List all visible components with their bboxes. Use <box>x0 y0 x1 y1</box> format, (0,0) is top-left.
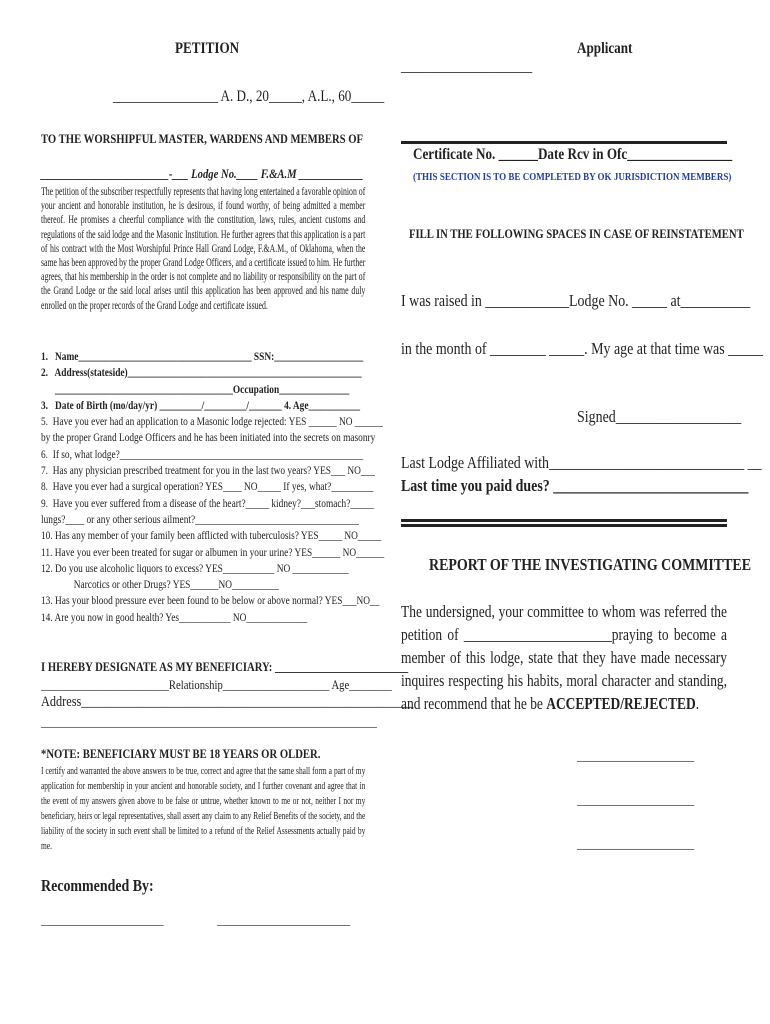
question-5[interactable]: 5. Have you ever had an application to a Masonic lodge rejected: YES ______ NO ______ <box>41 414 383 429</box>
month-line[interactable]: in the month of ________ _____. My age at that time was _____ <box>401 339 764 358</box>
committee-signature-2[interactable]: ______________________ <box>577 792 695 807</box>
applicant-signature-line[interactable]: ____________________ <box>401 58 533 75</box>
question-6[interactable]: 6. If so, what lodge?____________________________________________________ <box>41 446 364 461</box>
report-text: The undersigned, your committee to whom was referred the petition of ______________________praying to become a member of this lodge, state that they have made necessary inquires respecting his habits, moral character and standing, and recommend that he be ACCEPTED/REJECTED. <box>401 602 727 713</box>
question-9[interactable]: 9. Have you ever suffered from a disease of the heart?_____ kidney?___stomach?_____ <box>41 495 374 510</box>
salutation: TO THE WORSHIPFUL MASTER, WARDENS AND MEMBERS OF <box>41 131 364 146</box>
question-12-narcotics[interactable]: Narcotics or other Drugs? YES______NO__________ <box>41 577 279 592</box>
committee-signature-3[interactable]: ______________________ <box>577 836 695 851</box>
question-12[interactable]: 12. Do you use alcoholic liquors to excess? YES___________ NO ____________ <box>41 560 349 575</box>
date-line: ________________ A. D., 20_____, A.L., 60_____ <box>113 88 385 105</box>
reinstatement-heading: FILL IN THE FOLLOWING SPACES IN CASE OF REINSTATEMENT <box>409 226 744 241</box>
certification-text: I certify and warranted the above answers to be true, correct and agree that the same shall form a part of my application for membership in your ancient and honorable society, and I further covenant and agree that in the event of my answers given above to be false or untrue, whether known to me or not, neither I nor my beneficiary, heirs or legal representatives, shall assert any claim to any Relief Benefits of the society, and the liability of the society in such event shall be limited to a refund of the Relief Assessments actually paid by me. <box>41 765 366 852</box>
certificate-line[interactable]: Certificate No. ______Date Rcv in Ofc________________ <box>413 146 733 163</box>
question-5-cont: by the proper Grand Lodge Officers and he has been initiated into the secrets on masonry <box>41 430 376 445</box>
question-14[interactable]: 14. Are you now in good health? Yes___________ NO_____________ <box>41 609 308 624</box>
divider <box>401 524 727 527</box>
recommender-signature-1[interactable]: _______________________ <box>41 912 164 927</box>
question-7[interactable]: 7. Has any physician prescribed treatment for you in the last two years? YES___ NO___ <box>41 463 375 478</box>
report-body: The undersigned, your committee to whom was referred the petition of ______________________praying to become a member of this lodge, state that they have made necessary inquires respecting his habits, moral character and standing, and recommend that he be <box>401 602 727 713</box>
divider <box>401 141 727 144</box>
question-13[interactable]: 13. Has your blood pressure ever been found to be below or above normal? YES___NO__ <box>41 593 380 608</box>
question-10[interactable]: 10. Has any member of your family been afflicted with tuberculosis? YES_____ NO_____ <box>41 528 382 543</box>
last-lodge-line[interactable]: Last Lodge Affiliated with____________________________ __ <box>401 453 762 472</box>
beneficiary-note: *NOTE: BENEFICIARY MUST BE 18 YEARS OR OLDER. <box>41 746 321 761</box>
question-occupation[interactable]: ______________________________________Occupation_______________ <box>41 381 350 396</box>
recommender-signature-2[interactable]: _________________________ <box>217 912 351 927</box>
question-9-cont[interactable]: lungs?____ or any other serious ailment?___________________________________ <box>41 511 359 526</box>
address-line-2[interactable]: _______________________________________________________________ <box>41 714 377 729</box>
petition-title: PETITION <box>175 40 240 57</box>
divider <box>401 519 727 522</box>
question-8[interactable]: 8. Have you ever had a surgical operation? YES____ NO_____ If yes, what?_________ <box>41 479 374 494</box>
jurisdiction-note: (THIS SECTION IS TO BE COMPLETED BY OK JURISDICTION MEMBERS) <box>413 171 732 183</box>
beneficiary-line[interactable]: I HEREBY DESIGNATE AS MY BENEFICIARY: _________________________ <box>41 659 409 674</box>
report-heading: REPORT OF THE INVESTIGATING COMMITTEE <box>429 555 752 574</box>
raised-line[interactable]: I was raised in ____________Lodge No. _____ at__________ <box>401 291 751 310</box>
question-name[interactable]: 1. Name_____________________________________ SSN:___________________ <box>41 349 364 363</box>
address-line[interactable]: Address______________________________________________________ <box>41 694 414 710</box>
question-dob[interactable]: 3. Date of Birth (mo/day/yr) _________/_________/_______ 4. Age___________ <box>41 397 361 412</box>
question-address[interactable]: 2. Address(stateside)__________________________________________________ <box>41 365 362 380</box>
question-11[interactable]: 11. Have you ever been treated for sugar or albumen in your urine? YES______ NO______ <box>41 544 385 559</box>
questionnaire <box>41 348 385 625</box>
recommended-by-label: Recommended By: <box>41 876 154 895</box>
relationship-line[interactable]: ________________________Relationship____________________ Age________ <box>41 677 392 692</box>
committee-signature-1[interactable]: ______________________ <box>577 748 695 763</box>
lodge-line[interactable]: ________________________-___ Lodge No.____ F.&A.M ____________ <box>41 166 364 181</box>
petition-text: The petition of the subscriber respectfully represents that having long entertained a favorable opinion of your ancient and honorable institution, he is desirous, if found worthy, of being admitted a member thereof. He promises a cheerful compliance with the constitution, laws, rules, ancient customs and regulations of the said lodge and the Masonic Institution. He further agrees that this application is a part of his contract with the Most Worshipful Prince Hall Grand Lodge, F.&A.M., of Oklahoma, when the same has been approved by the proper Grand Lodge Officers, and a certificate issued to him. He further agrees, that his membership in the order is not complete and no liability or responsibility on the part of the Grand Lodge or the said local arises until this application has been approved and his name duly enrolled on the proper records of the Grand Lodge and certificate issued. <box>41 186 366 312</box>
applicant-label: Applicant <box>577 40 633 57</box>
accepted-rejected[interactable]: ACCEPTED/REJECTED <box>546 694 696 713</box>
last-dues-line[interactable]: Last time you paid dues? ____________________________ <box>401 476 749 495</box>
signed-line[interactable]: Signed__________________ <box>577 407 742 426</box>
